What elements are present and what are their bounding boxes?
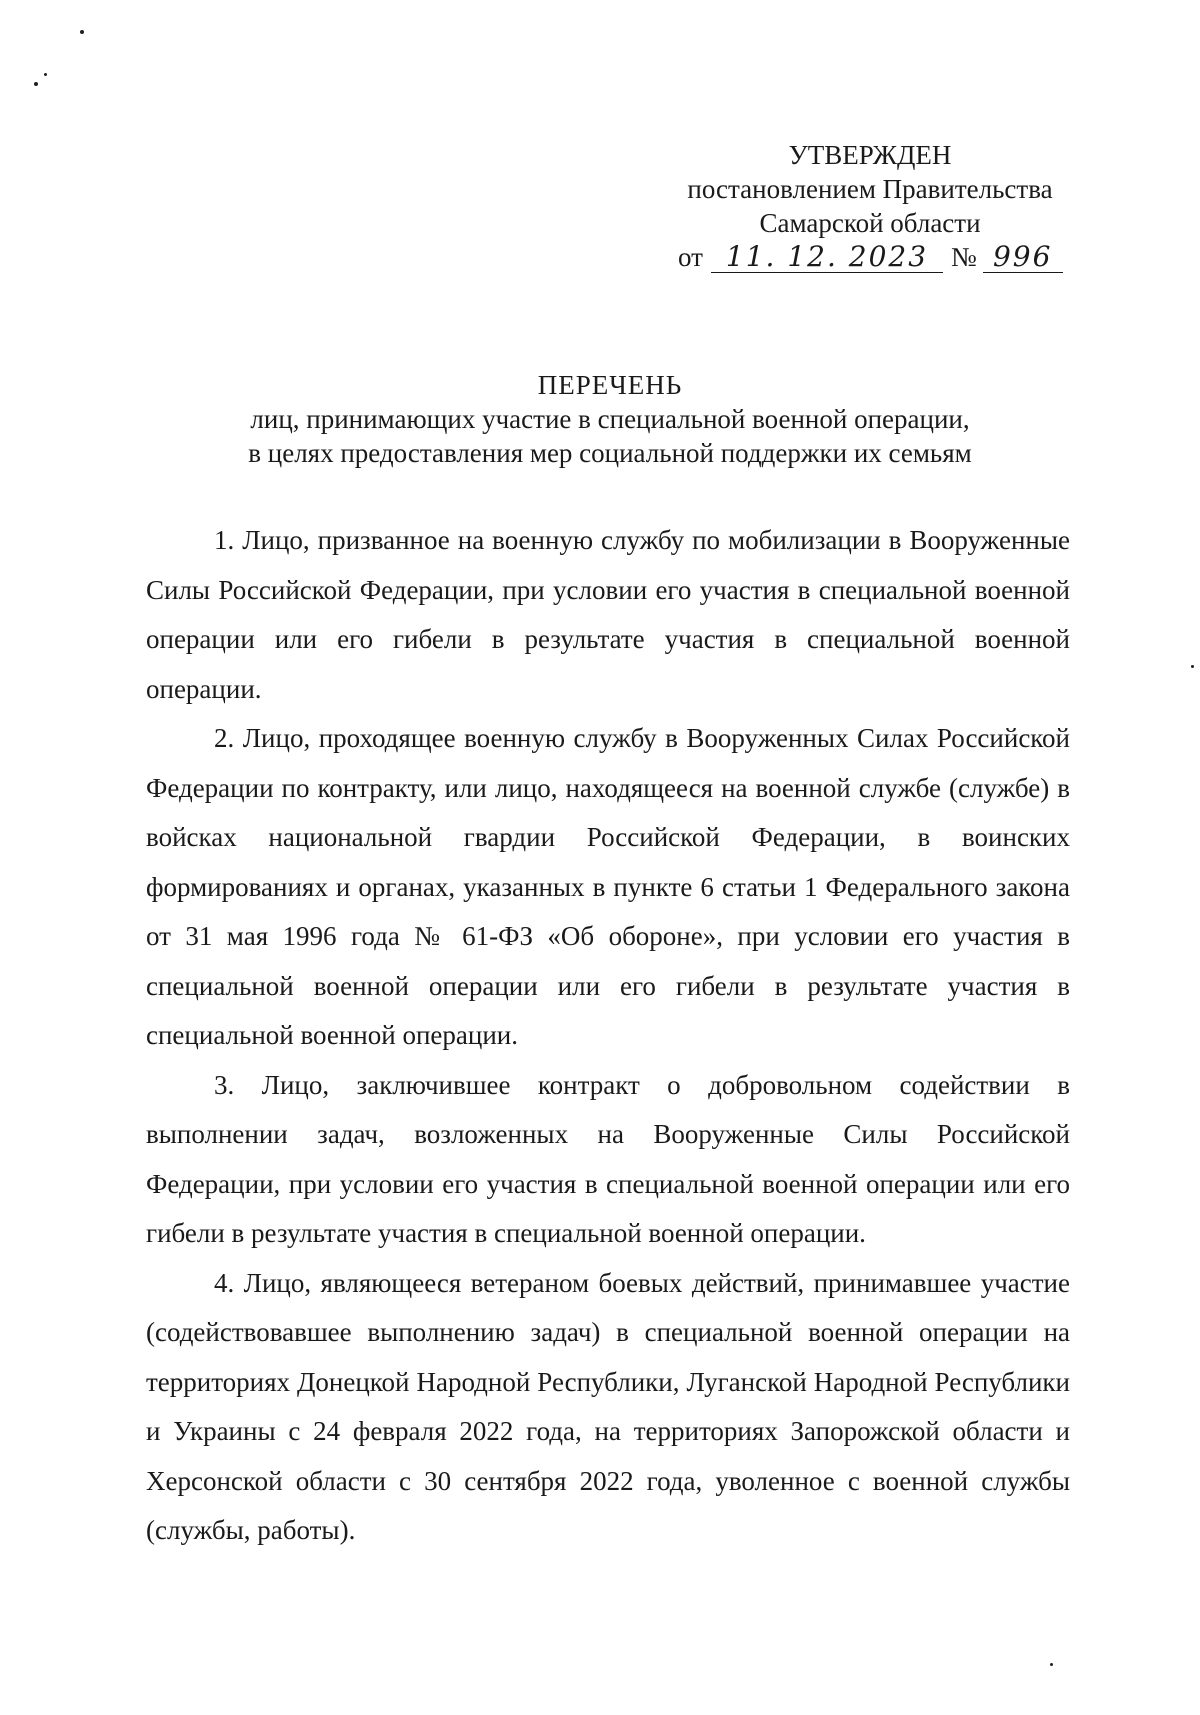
approval-line-region: Самарской области: [759, 208, 981, 238]
approval-status: УТВЕРЖДЕН: [788, 140, 952, 170]
document-body: [146, 516, 1070, 1556]
date-prefix: от: [678, 242, 703, 272]
scan-speck: [34, 82, 38, 86]
handwritten-number: 996: [983, 242, 1063, 273]
scan-speck: [80, 30, 84, 34]
list-item-2: 2. Лицо, проходящее военную службу в Вооруженных Силах Российской Федерации по контракту, или лицо, находящееся на военной службе (службе) в войсках национальной гвардии Российской Федерации, в воинских формированиях и органах, указанных в пункте 6 статьи 1 Федерального закона от 31 мая 1996 года № 61-ФЗ «Об обороне», при условии его участия в специальной военной операции или его гибели в результате участия в специальной военной операции.: [146, 723, 1070, 1050]
scan-speck: [44, 73, 47, 76]
document-subtitle-line1: лиц, принимающих участие в специальной военной операции,: [250, 404, 970, 434]
document-heading: ПЕРЕЧЕНЬ: [537, 370, 683, 400]
list-item-1: 1. Лицо, призванное на военную службу по мобилизации в Вооруженные Силы Российской Федерации, при условии его участия в специальной военной операции или его гибели в результате участия в специальной военной операции.: [146, 525, 1070, 704]
list-item-4: 4. Лицо, являющееся ветераном боевых действий, принимавшее участие (содействовавшее выполнению задач) в специальной военной операции на территориях Донецкой Народной Республики, Луганской Народной Республики и Украины с 24 февраля 2022 года, на территориях Запорожской области и Херсонской области с 30 сентября 2022 года, уволенное с военной службы (службы, работы).: [146, 1267, 1070, 1545]
approval-line-government: постановлением Правительства: [687, 174, 1053, 204]
approval-date-line: [660, 240, 1080, 274]
document-subtitle-line2: в целях предоставления мер социальной поддержки их семьям: [248, 438, 972, 468]
handwritten-date: 11. 12. 2023: [711, 242, 943, 273]
list-item-3: 3. Лицо, заключившее контракт о добровольном содействии в выполнении задач, возложенных на Вооруженные Силы Российской Федерации, при условии его участия в специальной военной операции или его гибели в результате участия в специальной военной операции.: [146, 1069, 1070, 1248]
number-prefix: №: [950, 242, 977, 272]
scan-speck: [1191, 665, 1194, 668]
scan-speck: [1050, 1663, 1053, 1666]
approval-stamp-block: [660, 138, 1080, 274]
document-title-block: [150, 368, 1070, 470]
